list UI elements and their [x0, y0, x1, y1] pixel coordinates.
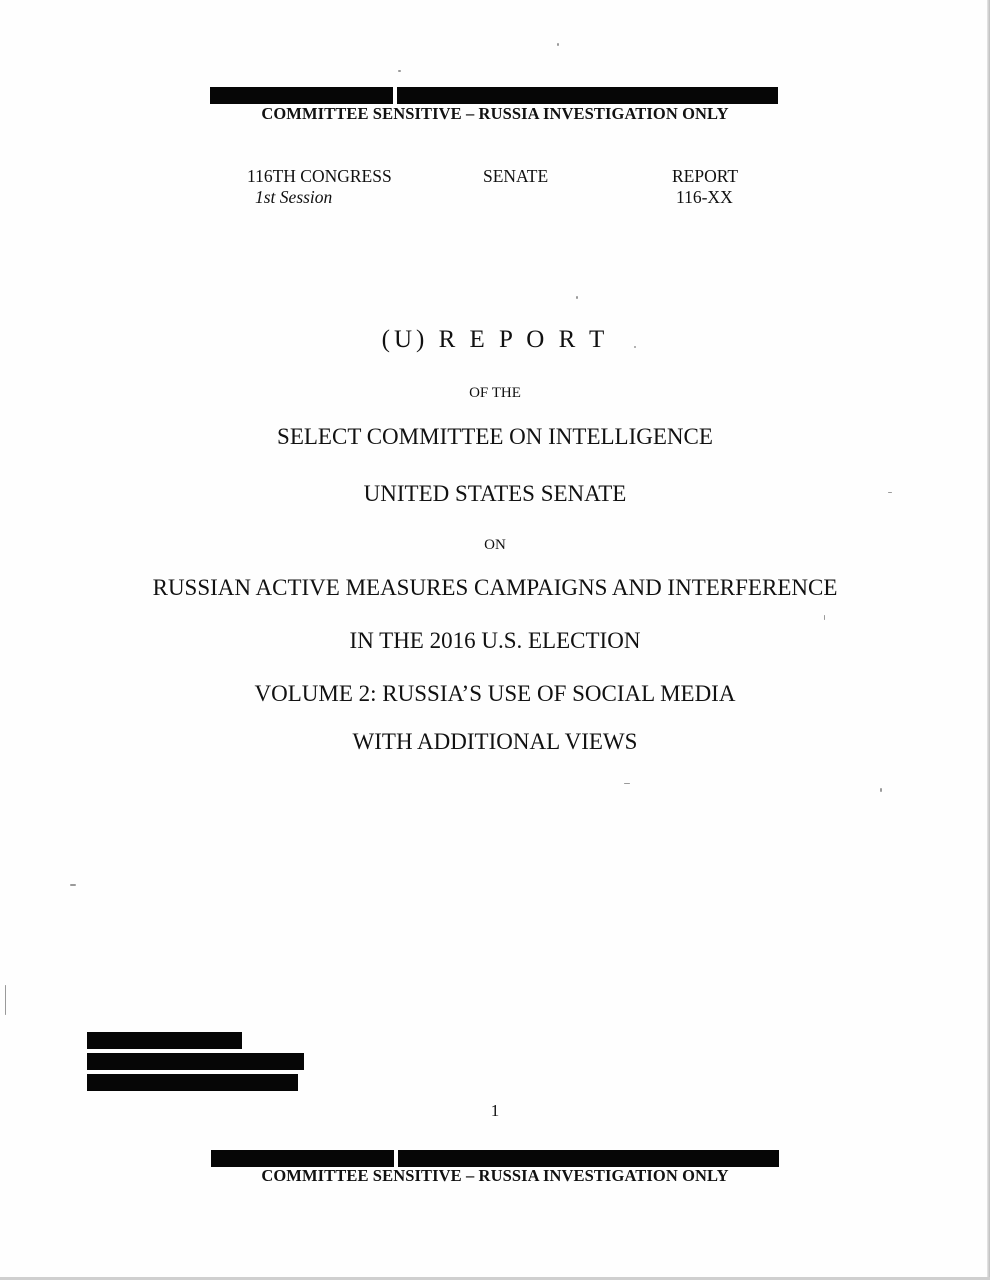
on-label: ON [484, 537, 506, 553]
scan-speck [576, 296, 578, 299]
redaction-bar-signature-1 [87, 1032, 242, 1049]
report-number: 116-XX [676, 187, 733, 207]
redaction-bar-top-left [210, 87, 393, 104]
scan-speck [888, 492, 892, 493]
scan-speck [557, 43, 559, 46]
senate-name: UNITED STATES SENATE [363, 481, 627, 506]
scan-speck [398, 70, 401, 72]
volume-title: VOLUME 2: RUSSIA’S USE OF SOCIAL MEDIA [254, 681, 736, 706]
subject-line-1: RUSSIAN ACTIVE MEASURES CAMPAIGNS AND INTERFERENCE [152, 575, 838, 600]
congress-label: 116TH CONGRESS [247, 166, 392, 186]
classification-banner-bottom: COMMITTEE SENSITIVE – RUSSIA INVESTIGATION ONLY [261, 1166, 729, 1185]
scan-speck [824, 615, 825, 620]
report-title: (U) R E P O R T [381, 326, 609, 353]
chamber-label: SENATE [483, 166, 549, 186]
committee-name: SELECT COMMITTEE ON INTELLIGENCE [277, 424, 713, 449]
redaction-bar-top-right [397, 87, 778, 104]
scan-speck [5, 985, 6, 1015]
scan-speck [880, 788, 882, 792]
subject-line-2: IN THE 2016 U.S. ELECTION [349, 628, 641, 653]
scan-speck [70, 884, 76, 886]
page-number: 1 [490, 1101, 500, 1120]
scan-speck [634, 346, 636, 348]
of-the-label: OF THE [469, 385, 521, 401]
redaction-bar-signature-3 [87, 1074, 298, 1091]
classification-banner-top: COMMITTEE SENSITIVE – RUSSIA INVESTIGATION ONLY [261, 104, 729, 123]
scan-speck [624, 783, 630, 784]
redaction-bar-bottom-right [398, 1150, 779, 1167]
report-label: REPORT [672, 166, 739, 186]
redaction-bar-signature-2 [87, 1053, 304, 1070]
redaction-bar-bottom-left [211, 1150, 394, 1167]
additional-views: WITH ADDITIONAL VIEWS [352, 729, 638, 754]
session-label: 1st Session [255, 187, 333, 207]
